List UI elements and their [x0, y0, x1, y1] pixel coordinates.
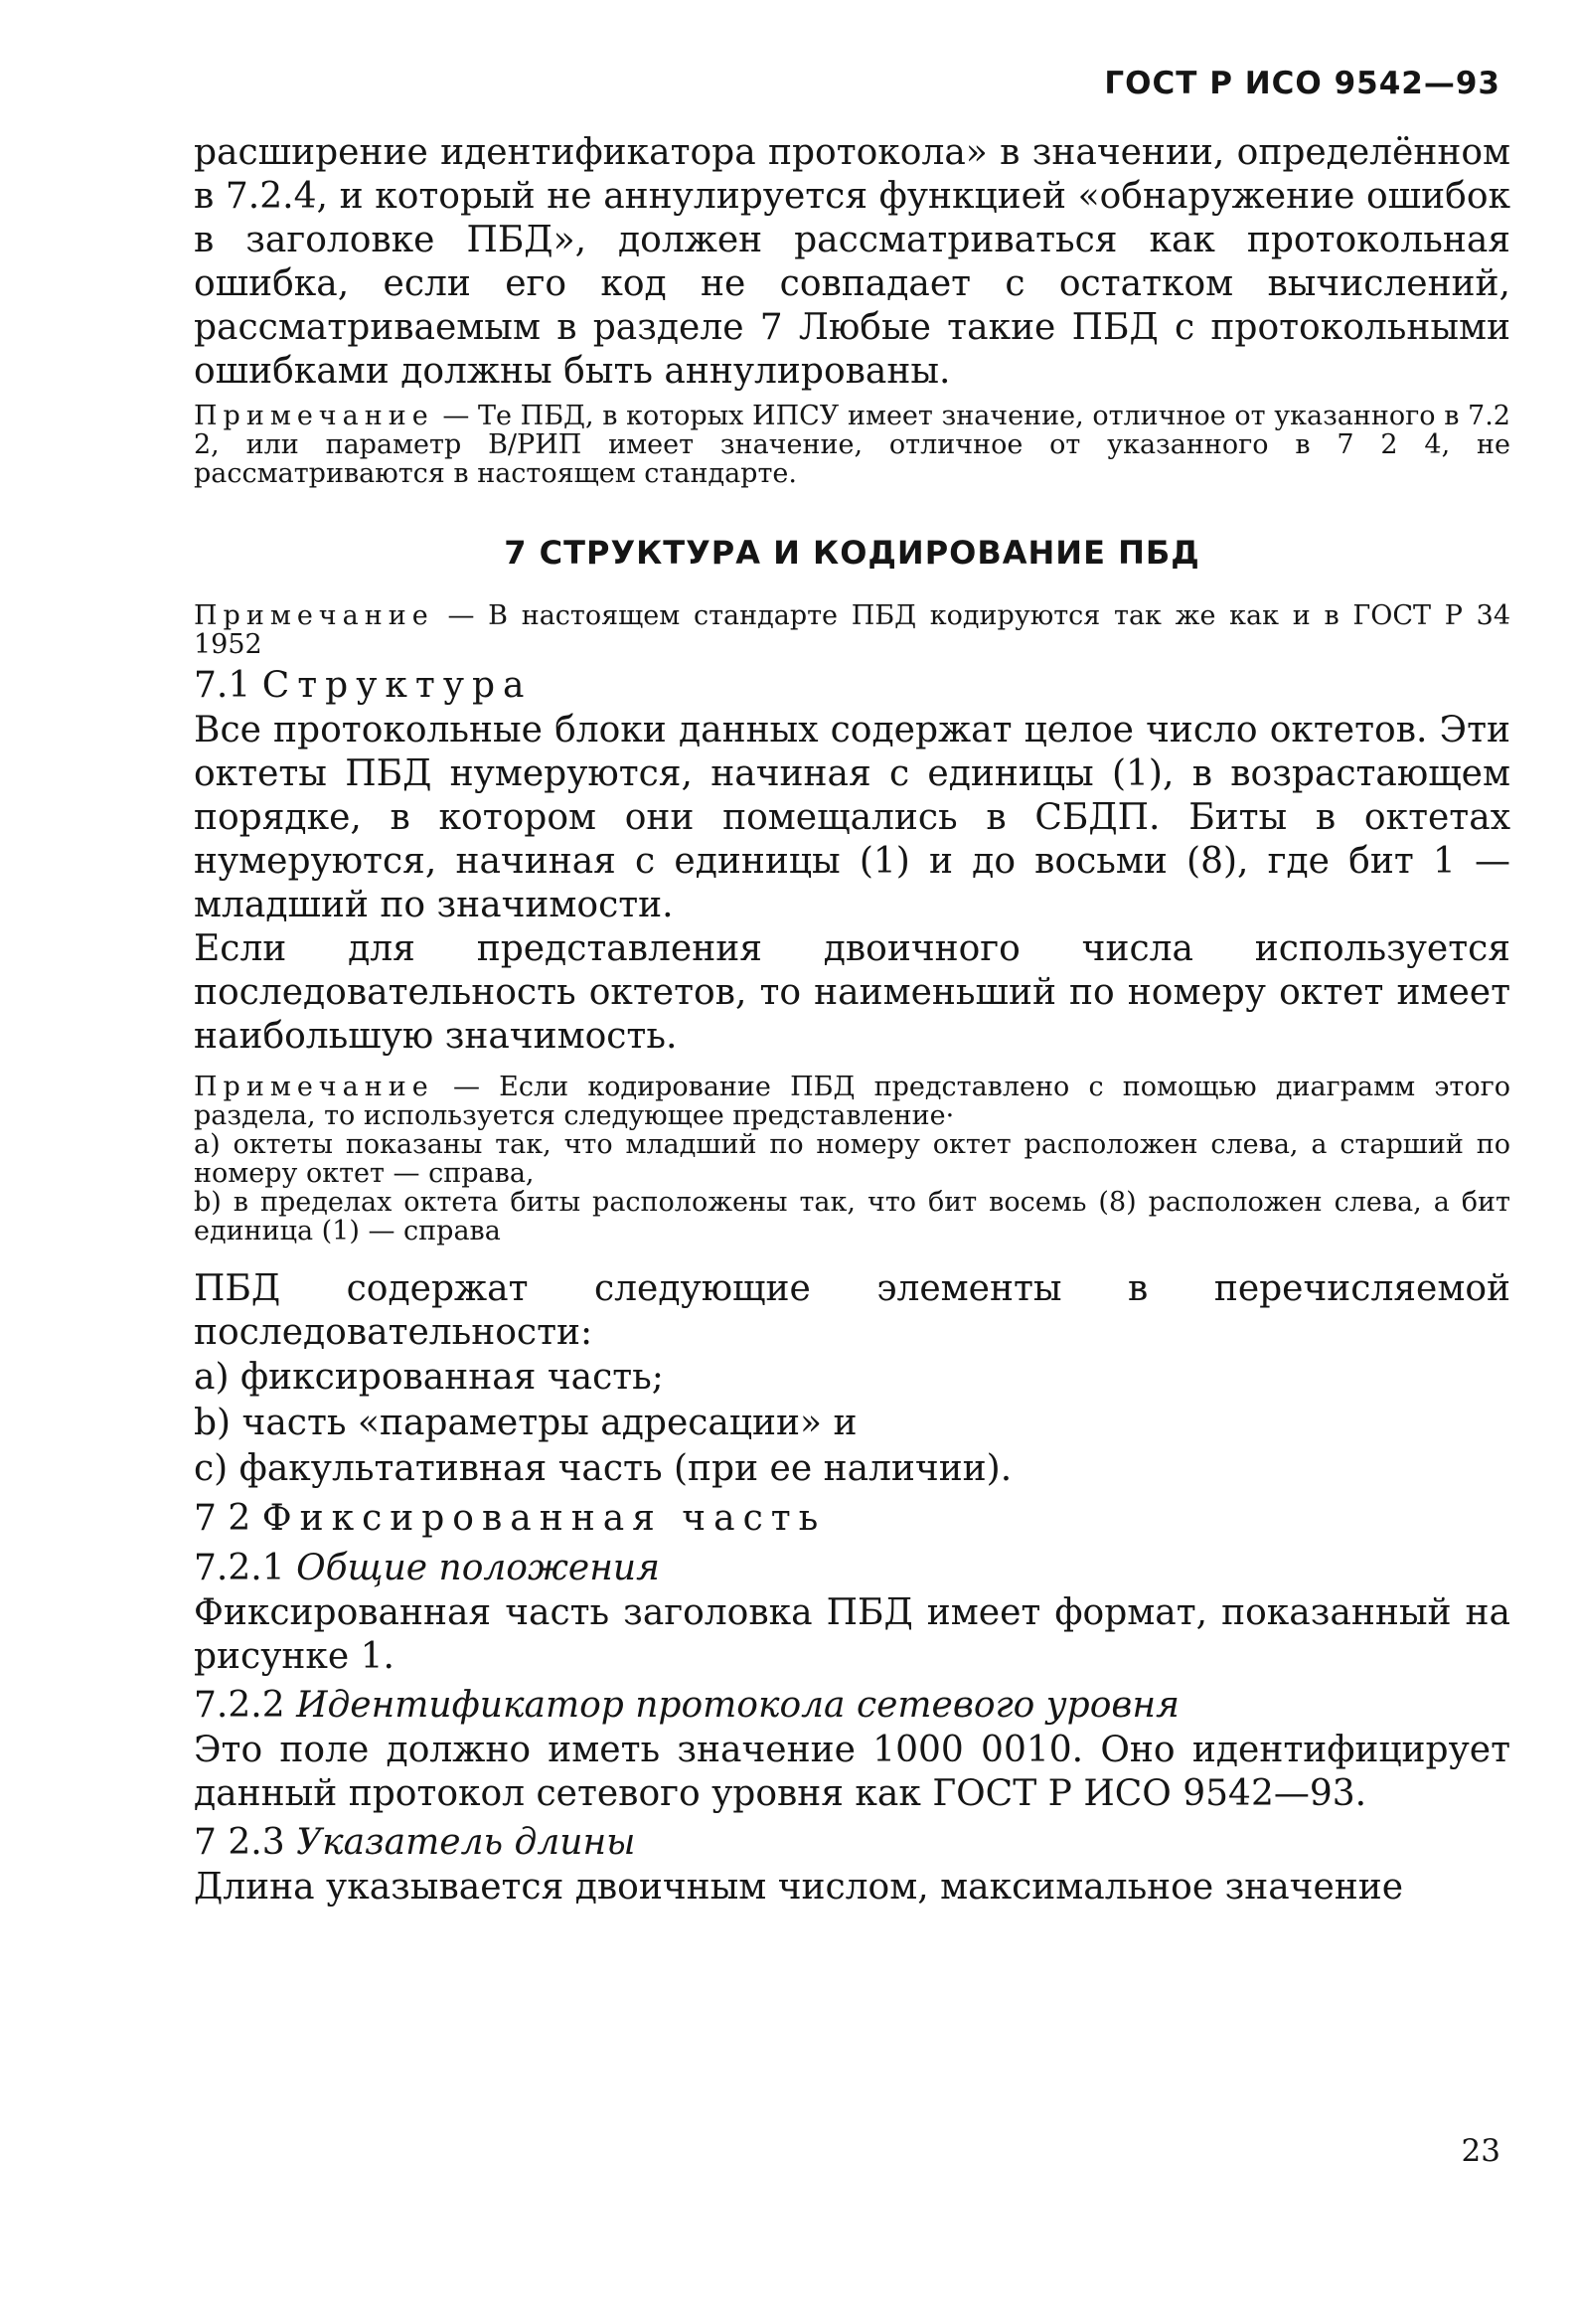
clause-7-2-2-heading	[194, 1683, 1510, 1729]
page-number: 23	[1461, 2133, 1500, 2169]
subsection-number: 7 2	[194, 1498, 251, 1539]
subsection-title: Фиксированная часть	[261, 1498, 827, 1539]
intro-paragraph: расширение идентификатора протокола» в значении, определённом в 7.2.4, и который не аннулируется функцией «обнаружение ошибок в заголовке ПБД», должен рассматриваться как протокольная ошибка, если его код не совпадает с остатком вычислений, рассматриваемым в разделе 7 Любые такие ПБД с протокольными ошибками должны быть аннулированы.	[194, 132, 1510, 392]
note-label: Примечание	[194, 401, 434, 431]
clause-7-2-3-heading	[194, 1820, 1510, 1866]
structure-paragraph-2: Если для представления двоичного числа используется последовательность октетов, то наименьший по номеру октет имеет наибольшую значимость.	[194, 928, 1510, 1057]
note-label: Примечание	[194, 1072, 434, 1102]
subsection-7-2-heading	[194, 1496, 1510, 1542]
standard-header: ГОСТ Р ИСО 9542—93	[1104, 66, 1500, 101]
list-item-b: b) часть «параметры адресации» и	[194, 1403, 858, 1443]
note-text: — В настоящем стандарте ПБД кодируются так же как и в ГОСТ Р 34 1952	[194, 600, 1510, 660]
intro-note	[194, 402, 1510, 488]
clause-number: 7.2.2	[194, 1685, 285, 1726]
clause-title: Идентификатор протокола сетевого уровня	[296, 1685, 1180, 1726]
note-item-a: а) октеты показаны так, что младший по номеру октет расположен слева, а старший по номеру октет — справа,	[194, 1129, 1510, 1189]
subsection-7-1-heading	[194, 663, 1510, 709]
clause-7-2-1-heading	[194, 1546, 1510, 1591]
clause-number: 7 2.3	[194, 1822, 285, 1863]
note-text: — Те ПБД, в которых ИПСУ имеет значение, отличное от указанного в 7.2 2, или параметр В/РИП имеет значение, отличное от указанного в 7 2 4, не рассматриваются в настоящем стандарте.	[194, 401, 1510, 489]
document-page	[194, 66, 1510, 2292]
structure-paragraph-1: Все протокольные блоки данных содержат целое число октетов. Эти октеты ПБД нумеруются, начиная с единицы (1), в возрастающем порядке, в котором они помещались в СБДП. Биты в октетах нумеруются, начиная с единицы (1) и до восьми (8), где бит 1 — младший по значимости.	[194, 710, 1510, 925]
subsection-title: Структура	[261, 665, 533, 706]
clause-7-2-1-text: Фиксированная часть заголовка ПБД имеет формат, показанный на рисунке 1.	[194, 1592, 1510, 1677]
elements-paragraph: ПБД содержат следующие элементы в перечисляемой последовательности:	[194, 1268, 1510, 1353]
structure-note	[194, 1073, 1510, 1130]
clause-7-2-2-text: Это поле должно иметь значение 1000 0010. Оно идентифицирует данный протокол сетевого уровня как ГОСТ Р ИСО 9542—93.	[194, 1730, 1510, 1814]
note-text: — Если кодирование ПБД представлено с помощью диаграмм этого раздела, то используется следующее представление·	[194, 1072, 1510, 1131]
section-7-note	[194, 601, 1510, 659]
clause-title: Указатель длины	[296, 1822, 636, 1863]
note-item-b: b) в пределах октета биты расположены так, что бит восемь (8) расположен слева, а бит единица (1) — справа	[194, 1187, 1510, 1246]
list-item-c: c) факультативная часть (при ее наличии).	[194, 1448, 1013, 1489]
section-7-title: 7 СТРУКТУРА И КОДИРОВАНИЕ ПБД	[504, 534, 1200, 572]
clause-number: 7.2.1	[194, 1548, 285, 1588]
subsection-number: 7.1	[194, 665, 251, 706]
clause-title: Общие положения	[296, 1548, 660, 1588]
clause-7-2-3-text: Длина указывается двоичным числом, максимальное значение	[194, 1867, 1404, 1908]
list-item-a: а) фиксированная часть;	[194, 1357, 664, 1398]
note-label: Примечание	[194, 600, 434, 631]
